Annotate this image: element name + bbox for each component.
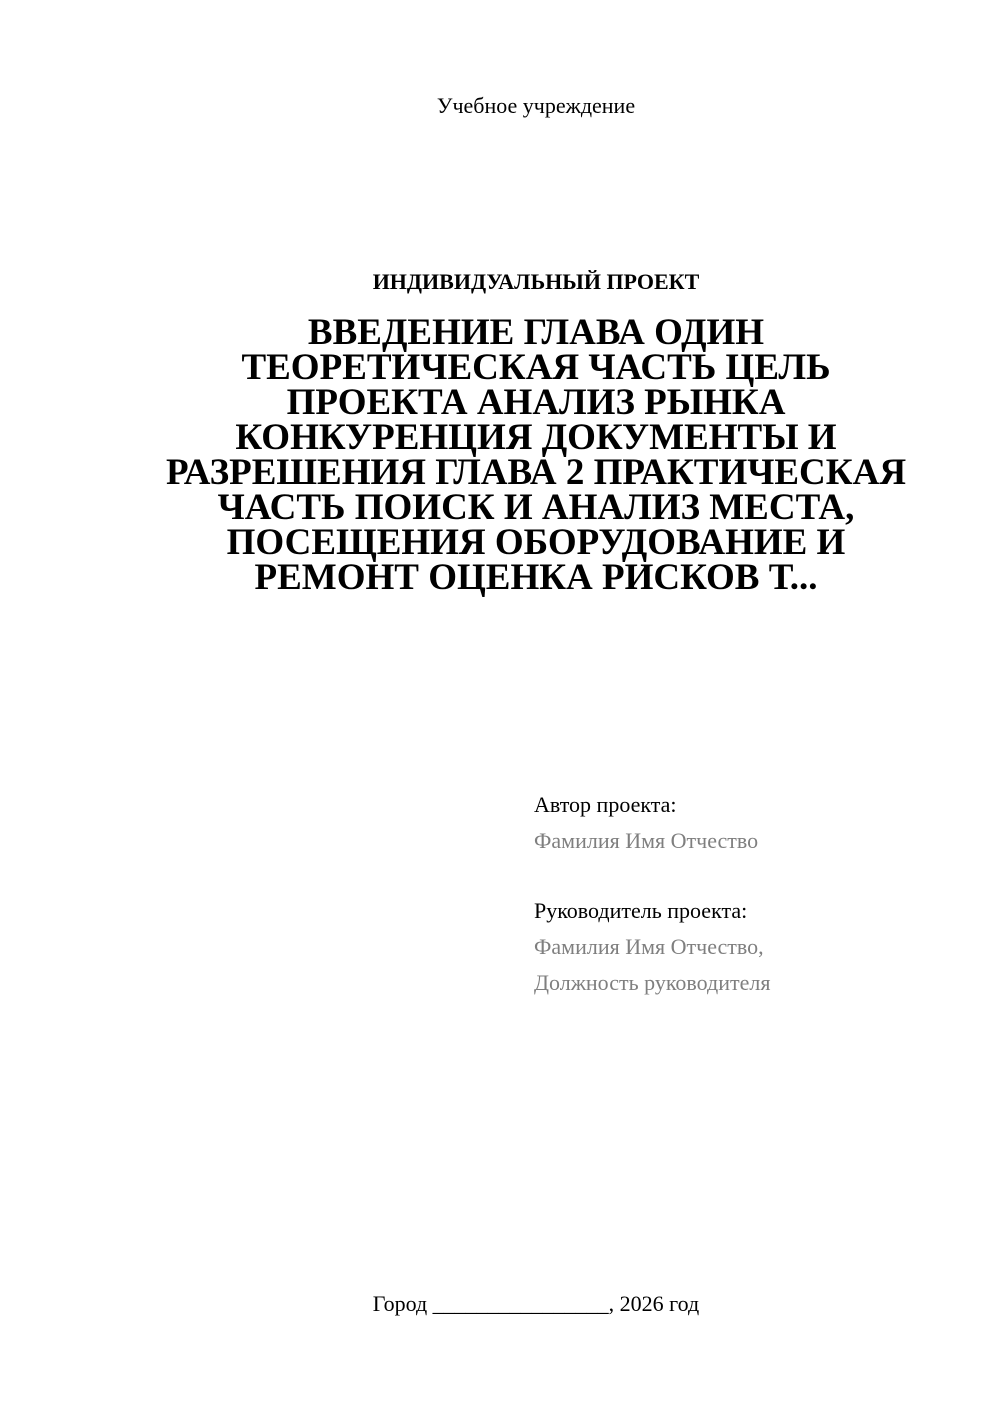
supervisor-name: Фамилия Имя Отчество, (534, 934, 764, 959)
author-block (534, 787, 974, 859)
author-label: Автор проекта: (534, 792, 677, 817)
supervisor-block (534, 893, 974, 1001)
author-name: Фамилия Имя Отчество (534, 828, 759, 853)
supervisor-position: Должность руководителя (534, 970, 771, 995)
supervisor-label: Руководитель проекта: (534, 898, 748, 923)
project-title: ВВЕДЕНИЕ ГЛАВА ОДИН ТЕОРЕТИЧЕСКАЯ ЧАСТЬ ЦЕЛЬ ПРОЕКТА АНАЛИЗ РЫНКА КОНКУРЕНЦИЯ ДОКУМЕНТЫ И РАЗРЕШЕНИЯ ГЛАВА 2 ПРАКТИЧЕСКАЯ ЧАСТЬ ПОИСК И АНАЛИЗ МЕСТА, ПОСЕЩЕНИЯ ОБОРУДОВАНИЕ И РЕМОНТ ОЦЕНКА РИСКОВ Т... (165, 312, 907, 598)
project-type-heading: ИНДИВИДУАЛЬНЫЙ ПРОЕКТ (372, 269, 700, 294)
institution-name: Учебное учреждение (436, 93, 636, 118)
city-year-line: Город ________________, 2026 год (372, 1291, 700, 1316)
